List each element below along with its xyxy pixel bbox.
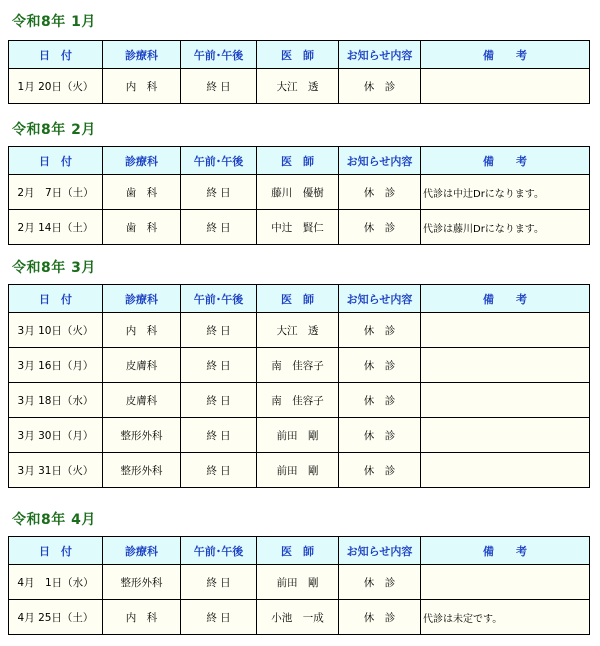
cell-department: 整形外科	[103, 565, 181, 600]
cell-notice: 休 診	[339, 313, 421, 348]
cell-time: 終 日	[181, 453, 257, 488]
table-header-row	[9, 285, 590, 313]
table-header-row	[9, 537, 590, 565]
cell-doctor: 前田 剛	[257, 418, 339, 453]
cell-date: 4月 1日（水）	[9, 565, 103, 600]
cell-doctor: 南 佳容子	[257, 383, 339, 418]
cell-date: 3月 30日（月）	[9, 418, 103, 453]
cell-notice: 休 診	[339, 383, 421, 418]
header-department: 診療科	[103, 41, 181, 69]
header-remarks: 備 考	[421, 147, 590, 175]
schedule-table-january	[8, 40, 590, 104]
cell-notice: 休 診	[339, 600, 421, 635]
cell-notice: 休 診	[339, 348, 421, 383]
cell-remarks	[421, 69, 590, 104]
cell-time: 終 日	[181, 418, 257, 453]
cell-doctor: 前田 剛	[257, 453, 339, 488]
header-date: 日 付	[9, 537, 103, 565]
header-notice: お知らせ内容	[339, 285, 421, 313]
table-row	[9, 565, 590, 600]
table-header-row	[9, 41, 590, 69]
cell-notice: 休 診	[339, 453, 421, 488]
table-row	[9, 210, 590, 245]
header-doctor: 医 師	[257, 285, 339, 313]
header-department: 診療科	[103, 285, 181, 313]
header-remarks: 備 考	[421, 537, 590, 565]
header-notice: お知らせ内容	[339, 147, 421, 175]
cell-department: 整形外科	[103, 418, 181, 453]
cell-remarks: 代診は未定です。	[421, 600, 590, 635]
cell-remarks: 代診は藤川Drになります。	[421, 210, 590, 245]
month-title: 令和8年 3月	[12, 260, 96, 276]
table-row	[9, 383, 590, 418]
cell-doctor: 中辻 賢仁	[257, 210, 339, 245]
cell-notice: 休 診	[339, 210, 421, 245]
cell-time: 終 日	[181, 69, 257, 104]
header-remarks: 備 考	[421, 41, 590, 69]
cell-doctor: 前田 剛	[257, 565, 339, 600]
cell-time: 終 日	[181, 175, 257, 210]
header-date: 日 付	[9, 147, 103, 175]
month-title: 令和8年 1月	[12, 14, 96, 30]
cell-notice: 休 診	[339, 418, 421, 453]
table-header-row	[9, 147, 590, 175]
header-time: 午前･午後	[181, 285, 257, 313]
cell-notice: 休 診	[339, 69, 421, 104]
cell-remarks	[421, 313, 590, 348]
table-row	[9, 175, 590, 210]
cell-department: 皮膚科	[103, 383, 181, 418]
cell-remarks	[421, 565, 590, 600]
cell-date: 2月 14日（土）	[9, 210, 103, 245]
cell-time: 終 日	[181, 348, 257, 383]
table-row	[9, 69, 590, 104]
cell-date: 3月 31日（火）	[9, 453, 103, 488]
cell-notice: 休 診	[339, 175, 421, 210]
cell-remarks	[421, 383, 590, 418]
cell-date: 3月 18日（水）	[9, 383, 103, 418]
cell-department: 内 科	[103, 69, 181, 104]
header-notice: お知らせ内容	[339, 537, 421, 565]
cell-date: 4月 25日（土）	[9, 600, 103, 635]
cell-time: 終 日	[181, 210, 257, 245]
cell-remarks	[421, 348, 590, 383]
table-row	[9, 348, 590, 383]
cell-department: 皮膚科	[103, 348, 181, 383]
cell-date: 3月 16日（月）	[9, 348, 103, 383]
header-doctor: 医 師	[257, 537, 339, 565]
cell-doctor: 大江 透	[257, 313, 339, 348]
schedule-table-february	[8, 146, 590, 245]
cell-date: 1月 20日（火）	[9, 69, 103, 104]
cell-doctor: 大江 透	[257, 69, 339, 104]
cell-doctor: 藤川 優樹	[257, 175, 339, 210]
cell-department: 内 科	[103, 313, 181, 348]
header-time: 午前･午後	[181, 537, 257, 565]
cell-department: 歯 科	[103, 175, 181, 210]
header-doctor: 医 師	[257, 41, 339, 69]
cell-time: 終 日	[181, 565, 257, 600]
cell-doctor: 小池 一成	[257, 600, 339, 635]
table-row	[9, 453, 590, 488]
cell-remarks	[421, 453, 590, 488]
cell-date: 3月 10日（火）	[9, 313, 103, 348]
header-remarks: 備 考	[421, 285, 590, 313]
cell-department: 整形外科	[103, 453, 181, 488]
header-department: 診療科	[103, 147, 181, 175]
header-department: 診療科	[103, 537, 181, 565]
cell-time: 終 日	[181, 600, 257, 635]
cell-department: 内 科	[103, 600, 181, 635]
header-date: 日 付	[9, 41, 103, 69]
month-title: 令和8年 2月	[12, 122, 96, 138]
header-time: 午前･午後	[181, 147, 257, 175]
cell-time: 終 日	[181, 383, 257, 418]
header-time: 午前･午後	[181, 41, 257, 69]
header-doctor: 医 師	[257, 147, 339, 175]
header-notice: お知らせ内容	[339, 41, 421, 69]
month-title: 令和8年 4月	[12, 512, 96, 528]
header-date: 日 付	[9, 285, 103, 313]
schedule-table-april	[8, 536, 590, 635]
cell-time: 終 日	[181, 313, 257, 348]
cell-remarks: 代診は中辻Drになります。	[421, 175, 590, 210]
table-row	[9, 418, 590, 453]
table-row	[9, 600, 590, 635]
cell-department: 歯 科	[103, 210, 181, 245]
cell-notice: 休 診	[339, 565, 421, 600]
cell-remarks	[421, 418, 590, 453]
cell-date: 2月 7日（土）	[9, 175, 103, 210]
schedule-table-march	[8, 284, 590, 488]
table-row	[9, 313, 590, 348]
cell-doctor: 南 佳容子	[257, 348, 339, 383]
